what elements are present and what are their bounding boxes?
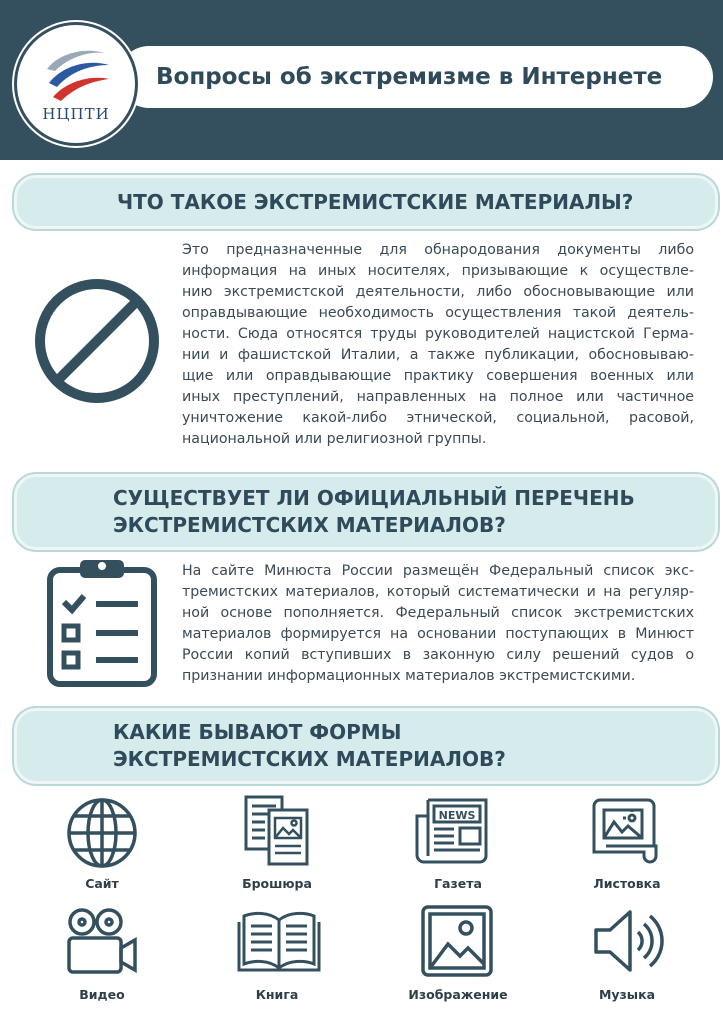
answer-line: нии и фашистской Италии, а также публикации, обосновываю- xyxy=(182,347,694,363)
question-banner-1 xyxy=(14,175,718,229)
video-camera-icon xyxy=(65,906,139,978)
answer-line: щие или оправдывающие практику совершения военных или xyxy=(182,368,694,384)
question-banner-3 xyxy=(14,708,718,784)
answer-line: признании информационных материалов экстремистскими. xyxy=(182,668,636,684)
logo xyxy=(14,22,138,146)
answer-line: нию экстремистской деятельности, либо обосновывающие или xyxy=(182,284,694,300)
answer-text-1 xyxy=(182,240,694,450)
book-icon xyxy=(236,908,322,974)
page-title: Вопросы об экстремизме в Интернете xyxy=(156,64,663,90)
answer-line: уничтожение какой-либо этнической, социальной, расовой, xyxy=(182,410,694,426)
form-label-newspaper: Газета xyxy=(434,876,482,891)
answer-line: иных преступлений, направленных на полное или частичное xyxy=(182,389,694,405)
newspaper-icon xyxy=(414,796,490,866)
answer-line: ности. Сюда относятся труды руководителей нацистской Герма- xyxy=(182,326,694,342)
answer-line: На сайте Минюста России размещён Федеральный список экс- xyxy=(182,563,694,579)
answer-line: материалов формируется на основании поступающих в Минюст xyxy=(182,626,694,642)
svg-text:NEWS: NEWS xyxy=(438,809,476,822)
answer-line: оправдывающие необходимость осуществления такой деятель- xyxy=(182,305,694,321)
form-label-brochure: Брошюра xyxy=(242,876,312,891)
question-banner-2 xyxy=(14,474,718,550)
globe-icon xyxy=(65,796,139,870)
header-bar xyxy=(0,0,723,160)
answer-line: ной основе пополняется. Федеральный список экстремистских xyxy=(182,605,694,621)
question-line: ЭКСТРЕМИСТСКИХ МАТЕРИАЛОВ? xyxy=(113,747,506,771)
answer-line: России копий вступивших в законную силу решений судов о xyxy=(182,647,694,663)
leaflet-icon xyxy=(592,796,662,866)
form-label-image: Изображение xyxy=(408,987,508,1002)
answer-text-2 xyxy=(182,561,694,687)
form-label-book: Книга xyxy=(255,987,299,1002)
form-label-leaflet: Листовка xyxy=(593,876,661,891)
question-title-1: ЧТО ТАКОЕ ЭКСТРЕМИСТСКИЕ МАТЕРИАЛЫ? xyxy=(117,190,634,214)
form-label-video: Видео xyxy=(79,987,125,1002)
prohibited-icon xyxy=(32,276,162,406)
answer-line: тремистских материалов, который систематически и на регуляр- xyxy=(182,584,694,600)
image-icon xyxy=(420,904,494,978)
question-line: КАКИЕ БЫВАЮТ ФОРМЫ xyxy=(113,720,402,744)
answer-line: Это предназначенные для обнародования документы либо xyxy=(182,242,694,258)
form-label-music: Музыка xyxy=(598,987,656,1002)
title-banner xyxy=(118,46,713,108)
russian-flag-swoosh-logo-icon xyxy=(39,39,113,109)
brochure-icon xyxy=(243,794,311,868)
answer-line: национальной или религиозной группы. xyxy=(182,431,487,447)
question-title-3 xyxy=(113,719,506,773)
answer-line: информация на иных носителях, призывающие к осуществле- xyxy=(182,263,694,279)
speaker-icon xyxy=(592,906,666,976)
logo-text: НЦПТИ xyxy=(42,105,110,123)
question-line: СУЩЕСТВУЕТ ЛИ ОФИЦИАЛЬНЫЙ ПЕРЕЧЕНЬ xyxy=(113,486,635,510)
question-title-2 xyxy=(113,485,635,539)
question-line: ЭКСТРЕМИСТСКИХ МАТЕРИАЛОВ? xyxy=(113,513,506,537)
form-label-site: Сайт xyxy=(85,876,119,891)
clipboard-checklist-icon xyxy=(44,556,160,688)
